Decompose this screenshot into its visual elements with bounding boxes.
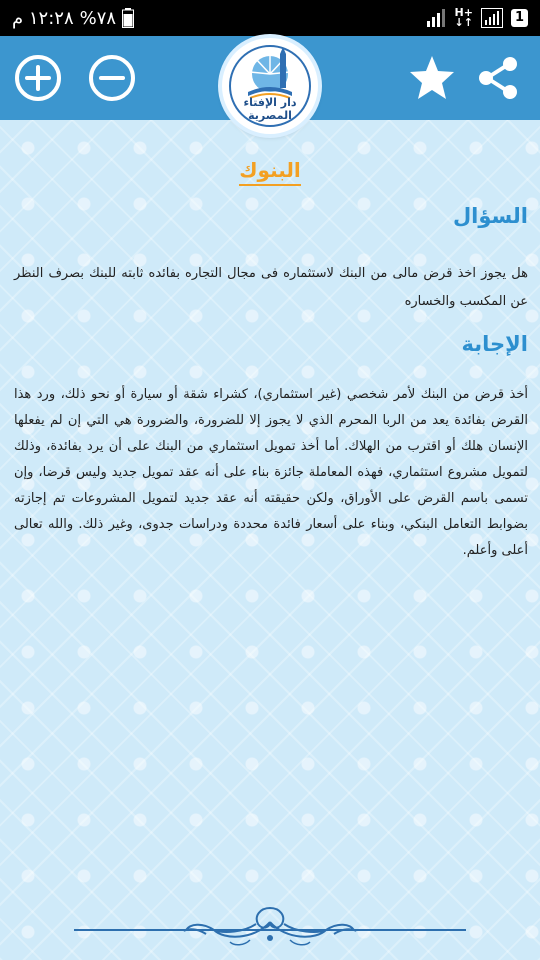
- article-title: [0, 158, 540, 182]
- app-bar: [0, 36, 540, 120]
- zoom-out-icon: [88, 54, 136, 102]
- network-type-label: H+: [454, 6, 473, 19]
- zoom-out-button[interactable]: [86, 52, 138, 104]
- sim-slot-badge: 1: [511, 9, 528, 27]
- app-logo: [222, 38, 318, 134]
- zoom-in-button[interactable]: [12, 52, 64, 104]
- decorative-divider-ornament: [74, 900, 466, 950]
- question-text: هل يجوز اخذ قرض مالى من البنك لاستثماره فى مجال التجاره بفائده ثابته للبنك بصرف النظر عن المكسب والخساره: [14, 266, 528, 309]
- answer-heading: الإجابة: [461, 332, 528, 356]
- question-heading: السؤال: [452, 204, 528, 228]
- signal-icon: [427, 9, 447, 27]
- status-bar-left: [12, 8, 134, 29]
- star-icon: [407, 53, 457, 103]
- logo-text: دار الإفتاء المصرية: [243, 96, 297, 122]
- zoom-in-icon: [14, 54, 62, 102]
- clock: ١٢:٢٨ م: [12, 7, 74, 29]
- article-title-text: البنوك: [239, 158, 301, 186]
- network-type: [455, 8, 473, 28]
- battery-percent: %٧٨: [79, 7, 117, 29]
- answer-text: أخذ قرض من البنك لأمر شخصي (غير استثماري)، كشراء شقة أو سيارة أو نحو ذلك، ورد هذا القرض بفائدة يعد من الربا المحرم الذي لا يجوز إلا للضرورة، والضرورة هي التي إن لم يفعلها الإنسان هلك أو اقترب من الهلاك. أما أخذ تمويل استثماري من البنك على أن يرد بفائدة، وذلك لتمويل مشروع استثماري، فهذه المعاملة جائزة بناء على أنه عقد تمويل جديد وليس قرضا، وإن تسمى باسم القرض على الأوراق، ولكن حقيقته أنه عقد جديد لتمويل المشروعات تم إجازته بضوابط التعامل البنكي، وبناء على أسعار فائدة محددة ودراسات جدوى، وغير ذلك. والله تعالى أعلى وأعلم.: [14, 387, 528, 558]
- network-activity-icon: ↓↑: [454, 16, 473, 29]
- share-button[interactable]: [472, 52, 524, 104]
- status-bar-right: [427, 8, 528, 28]
- battery-icon: [122, 8, 134, 28]
- status-bar: [0, 0, 540, 36]
- content-area[interactable]: [0, 120, 540, 960]
- share-icon: [474, 54, 522, 102]
- favorite-button[interactable]: [406, 52, 458, 104]
- signal-icon-secondary: [481, 8, 503, 28]
